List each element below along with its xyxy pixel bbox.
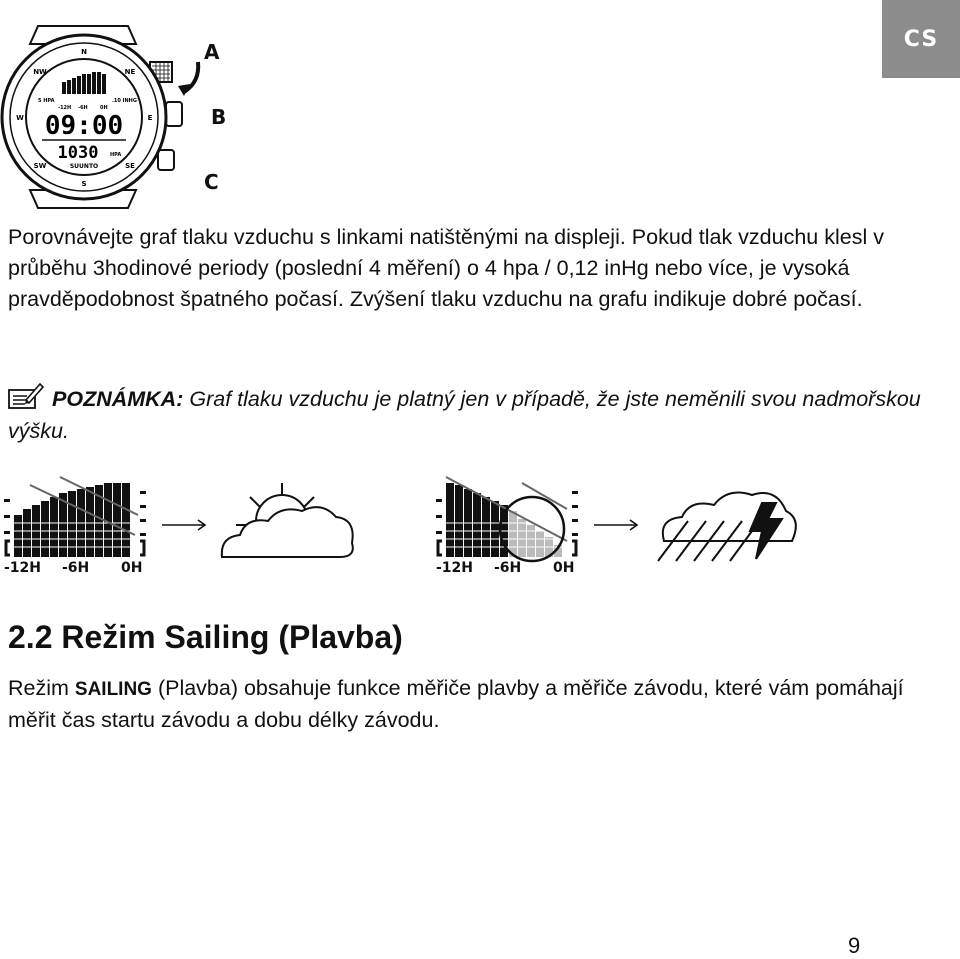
sailing-text-before: Režim: [8, 676, 75, 700]
note-heading: POZNÁMKA:: [52, 387, 184, 411]
inhg-scale: .10 INHG: [112, 98, 137, 104]
sailing-keyword: SAILING: [74, 679, 152, 700]
graph1-axis-m6: -6H: [62, 560, 90, 576]
note-box: [8, 382, 928, 447]
watch-brand: SUUNTO: [69, 163, 99, 170]
graph2-axis-m12: -12H: [436, 560, 474, 576]
button-b: [166, 102, 182, 126]
page-number: 9: [848, 933, 861, 958]
language-tab: CS: [882, 0, 960, 78]
compass-ne: NE: [124, 68, 136, 76]
watch-pressure-unit: HPA: [110, 152, 122, 158]
axis-m6: -6H: [78, 105, 88, 111]
graph-rising-pressure: [0, 475, 400, 585]
compass-nw: NW: [33, 68, 47, 76]
note-text: Graf tlaku vzduchu je platný jen v případě, že jste neměnili svou nadmořskou výšku.: [8, 387, 921, 443]
storm-cloud-icon: [658, 493, 796, 561]
sailing-text-after: (Plavba) obsahuje funkce měřiče plavby a měřiče závodu, které vám pomáhají měřit čas startu závodu a dobu délky závodu.: [8, 676, 904, 732]
section-heading: 2.2 Režim Sailing (Plavba): [8, 619, 403, 655]
button-label-a: A: [204, 40, 220, 64]
graph2-axis-0: 0H: [553, 560, 575, 576]
compass-w: W: [16, 114, 24, 122]
compass-se: SE: [125, 162, 135, 170]
hpa-scale: 5 HPA: [38, 98, 55, 104]
paragraph-pressure-graph: Porovnávejte graf tlaku vzduchu s linkami natištěnými na displeji. Pokud tlak vzduchu klesl v průběhu 3hodinové periody (poslední 4 měření) o 4 hpa / 0,12 inHg nebo více, je vysoká pravděpodobnost špatného počasí. Zvýšení tlaku vzduchu na grafu indikuje dobré počasí.: [8, 225, 884, 311]
compass-e: E: [147, 114, 153, 122]
graph2-axis-m6: -6H: [494, 560, 522, 576]
compass-s: S: [81, 180, 87, 188]
graph1-axis-0: 0H: [121, 560, 143, 576]
button-label-c: C: [204, 170, 219, 194]
watch-time: 09:00: [44, 111, 124, 141]
axis-0: 0H: [100, 105, 108, 111]
graph1-axis-m12: -12H: [4, 560, 42, 576]
watch-pressure: 1030: [57, 143, 99, 163]
button-label-b: B: [211, 105, 227, 129]
compass-sw: SW: [33, 162, 47, 170]
graph-falling-pressure: [432, 475, 832, 585]
note-pencil-icon: [8, 382, 44, 410]
paragraph-sailing: [8, 673, 918, 736]
compass-n: N: [81, 48, 87, 56]
sun-cloud-icon: [222, 483, 353, 557]
axis-m12: -12H: [58, 105, 72, 111]
button-c: [158, 150, 174, 170]
